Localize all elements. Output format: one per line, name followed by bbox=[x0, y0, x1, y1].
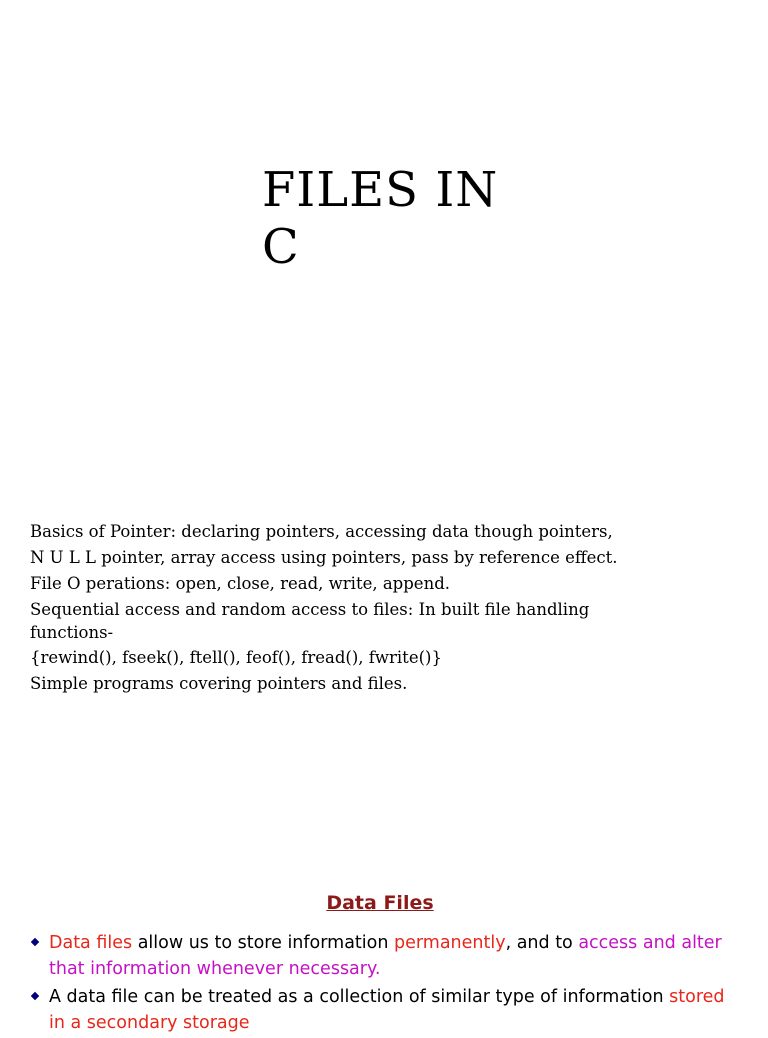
data-files-heading: Data Files bbox=[326, 892, 434, 914]
syllabus-line-7: Simple programs covering pointers and files. bbox=[30, 674, 408, 693]
bullet-1-part-5: access and alter that information whenever necessary bbox=[49, 933, 722, 979]
diamond-bullet-icon bbox=[31, 938, 39, 946]
bullet-item-2 bbox=[30, 984, 740, 1036]
bullet-item-1 bbox=[30, 930, 740, 982]
bullet-1-part-4: , and to bbox=[505, 933, 579, 953]
data-files-bullet-list bbox=[30, 930, 740, 1038]
syllabus-text bbox=[30, 519, 730, 697]
bullet-1-part-2: allow us to store information bbox=[132, 933, 395, 953]
syllabus-line-5: functions- bbox=[30, 623, 114, 642]
bullet-1-part-6: . bbox=[374, 959, 381, 979]
syllabus-line-2: N U L L pointer, array access using pointers, pass by reference effect. bbox=[30, 548, 618, 567]
syllabus-line-3: File O perations: open, close, read, write, append. bbox=[30, 574, 451, 593]
syllabus-line-1: Basics of Pointer: declaring pointers, accessing data though pointers, bbox=[30, 522, 613, 541]
diamond-bullet-icon bbox=[31, 992, 39, 1000]
title-line-2: C bbox=[262, 219, 300, 275]
bullet-1-part-3: permanently bbox=[394, 933, 506, 953]
bullet-2-part-2: stored in a secondary storage bbox=[49, 987, 725, 1033]
title-line-1: FILES IN bbox=[262, 162, 499, 218]
syllabus-line-4: Sequential access and random access to files: In built file handling bbox=[30, 600, 590, 619]
bullet-2-part-1: A data file can be treated as a collection of similar type of information bbox=[49, 987, 670, 1007]
bullet-1-part-1: Data files bbox=[49, 933, 133, 953]
slide-title bbox=[262, 162, 498, 276]
syllabus-line-6: {rewind(), fseek(), ftell(), feof(), fread(), fwrite()} bbox=[30, 648, 442, 667]
